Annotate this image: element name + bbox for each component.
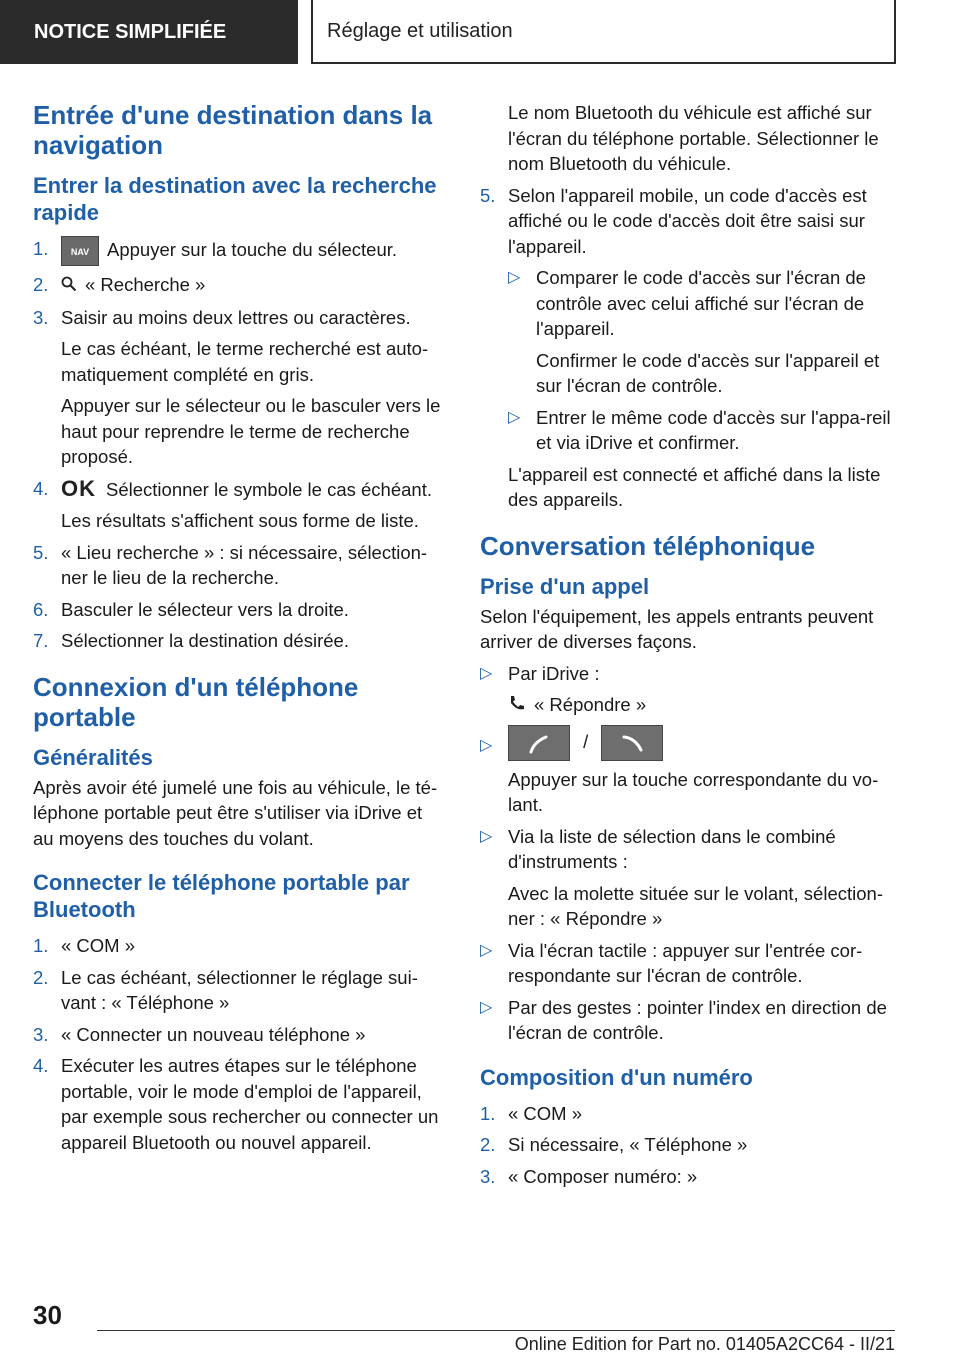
bullet-item bbox=[480, 661, 895, 687]
incoming-paragraph: Selon l'équipement, les appels entrants peuvent arriver de diverses façons. bbox=[480, 605, 874, 652]
bullet-item bbox=[480, 824, 895, 875]
list-item bbox=[480, 183, 895, 260]
heading-phone-connection: Connexion d'un téléphone portable bbox=[33, 671, 359, 732]
step-text: Selon l'appareil mobile, un code d'accès est affiché ou le code d'accès doit être saisi sur l'appareil. bbox=[508, 184, 867, 257]
step-number: 4. bbox=[33, 477, 49, 499]
footer-edition: Online Edition for Part no. 01405A2CC64 - II/21 bbox=[514, 1334, 895, 1354]
list-item bbox=[33, 1022, 445, 1048]
step-text: « Connecter un nouveau téléphone » bbox=[61, 1023, 366, 1045]
ok-icon: OK bbox=[61, 475, 96, 501]
bullet-note: Appuyer sur la touche correspondante du vo‐lant. bbox=[508, 768, 879, 816]
bullet-item bbox=[480, 938, 895, 989]
step-text: « Recherche » bbox=[85, 274, 206, 295]
bullet-triangle-icon: ▷ bbox=[480, 736, 493, 754]
step-note: Les résultats s'affichent sous forme de liste. bbox=[61, 510, 419, 532]
list-item bbox=[33, 305, 445, 331]
step-note: Appuyer sur le sélecteur ou le basculer vers le haut pour reprendre le terme de recherche proposé. bbox=[61, 395, 441, 468]
step-number: 3. bbox=[480, 1165, 496, 1187]
list-item bbox=[33, 476, 445, 503]
step-text: Sélectionner le symbole le cas échéant. bbox=[106, 478, 432, 500]
step-text: Saisir au moins deux lettres ou caractères. bbox=[61, 306, 411, 328]
heading-general: Généralités bbox=[33, 744, 153, 770]
step-text: Sélectionner la destination désirée. bbox=[61, 630, 349, 652]
bullet-note bbox=[508, 692, 895, 719]
bullet-note: Avec la molette située sur le volant, sélection‐ner : « Répondre » bbox=[508, 882, 883, 930]
step-number: 1. bbox=[33, 238, 49, 259]
bullet-item bbox=[480, 725, 895, 761]
heading-bluetooth: Connecter le téléphone portable par Bluetooth bbox=[33, 870, 410, 923]
step-note: L'appareil est connecté et affiché dans la liste des appareils. bbox=[508, 463, 881, 510]
step-text: « COM » bbox=[61, 935, 136, 957]
step-number: 2. bbox=[480, 1134, 496, 1156]
bullet-note: Confirmer le code d'accès sur l'appareil et sur l'écran de contrôle. bbox=[536, 349, 880, 396]
step-text: Appuyer sur la touche du sélecteur. bbox=[107, 238, 398, 260]
step-note: Le nom Bluetooth du véhicule est affiché sur l'écran du téléphone portable. Sélectionner le nom Bluetooth du véhicule. bbox=[508, 102, 879, 174]
bullet-triangle-icon: ▷ bbox=[508, 408, 521, 426]
list-item bbox=[33, 597, 445, 623]
heading-quick-search: Entrer la destination avec la recherche rapide bbox=[33, 173, 437, 225]
bullet-item bbox=[480, 995, 895, 1046]
bullet-triangle-icon: ▷ bbox=[508, 269, 521, 286]
phone-hangup-button-icon bbox=[601, 725, 663, 761]
list-item bbox=[480, 1101, 895, 1127]
nav-key-icon: NAV bbox=[61, 236, 99, 266]
list-item bbox=[33, 272, 445, 299]
bullet-triangle-icon: ▷ bbox=[480, 664, 493, 682]
bullet-triangle-icon: ▷ bbox=[480, 941, 493, 959]
bullet-triangle-icon: ▷ bbox=[480, 827, 493, 845]
heading-destination: Entrée d'une destination dans la navigation bbox=[33, 100, 433, 160]
bullet-text: Par des gestes : pointer l'index en direction de l'écran de contrôle. bbox=[508, 996, 887, 1044]
step-number: 5. bbox=[33, 541, 49, 563]
step-number: 1. bbox=[33, 935, 49, 957]
page-number: 30 bbox=[33, 1300, 62, 1330]
header-section-title: NOTICE SIMPLIFIÉE bbox=[0, 0, 298, 64]
bullet-text: Entrer le même code d'accès sur l'appa‐reil et via iDrive et confirmer. bbox=[536, 406, 891, 453]
step-text: « COM » bbox=[508, 1102, 583, 1124]
left-column bbox=[33, 100, 445, 1161]
phone-answer-button-icon bbox=[508, 725, 570, 761]
header-chapter-title: Réglage et utilisation bbox=[311, 0, 896, 64]
bullet-text: Comparer le code d'accès sur l'écran de contrôle avec celui affiché sur l'écran de l'appareil. bbox=[536, 267, 866, 339]
list-item bbox=[33, 1053, 445, 1155]
answer-label: « Répondre » bbox=[534, 694, 647, 715]
step-number: 2. bbox=[33, 966, 49, 988]
heading-incoming-call: Prise d'un appel bbox=[480, 573, 650, 599]
step-number: 2. bbox=[33, 274, 49, 295]
step-number: 5. bbox=[480, 184, 496, 206]
list-item bbox=[480, 1164, 895, 1190]
bullet-triangle-icon: ▷ bbox=[480, 998, 493, 1016]
bullet-item bbox=[508, 405, 895, 456]
list-item bbox=[33, 933, 445, 959]
footer-divider bbox=[97, 1330, 895, 1331]
search-icon bbox=[61, 273, 77, 299]
step-text: « Lieu recherche » : si nécessaire, sélection‐ner le lieu de la recherche. bbox=[61, 541, 428, 589]
step-text: Exécuter les autres étapes sur le téléphone portable, voir le mode d'emploi de l'appareil, par exemple sous rechercher ou connecter un appareil Bluetooth ou nouvel appareil. bbox=[61, 1055, 439, 1153]
page-header bbox=[0, 0, 960, 66]
bullet-text: Par iDrive : bbox=[508, 662, 600, 684]
list-item bbox=[33, 628, 445, 654]
step-number: 1. bbox=[480, 1102, 496, 1124]
step-number: 7. bbox=[33, 630, 49, 652]
step-text: Le cas échéant, sélectionner le réglage sui‐vant : « Téléphone » bbox=[61, 966, 418, 1014]
step-text: Si nécessaire, « Téléphone » bbox=[508, 1134, 748, 1156]
phone-icon bbox=[508, 693, 526, 719]
step-number: 4. bbox=[33, 1055, 49, 1077]
list-item bbox=[480, 1132, 895, 1158]
bullet-text: Via la liste de sélection dans le combiné d'instruments : bbox=[508, 825, 836, 873]
bullet-item bbox=[508, 265, 895, 342]
separator: / bbox=[583, 730, 589, 752]
list-item bbox=[33, 540, 445, 591]
list-item bbox=[33, 965, 445, 1016]
step-note: Le cas échéant, le terme recherché est auto‐matiquement complété en gris. bbox=[61, 338, 429, 385]
step-number: 3. bbox=[33, 1023, 49, 1045]
step-text: Basculer le sélecteur vers la droite. bbox=[61, 598, 349, 620]
list-item bbox=[33, 236, 445, 266]
step-number: 3. bbox=[33, 306, 49, 328]
heading-dial-number: Composition d'un numéro bbox=[480, 1064, 753, 1090]
heading-phone-call: Conversation téléphonique bbox=[480, 530, 816, 561]
general-paragraph: Après avoir été jumelé une fois au véhicule, le té‐léphone portable peut être s'utiliser via iDrive et au moyens des touches du volant. bbox=[33, 776, 438, 849]
step-number: 6. bbox=[33, 598, 49, 620]
step-text: « Composer numéro: » bbox=[508, 1165, 698, 1187]
bullet-text: Via l'écran tactile : appuyer sur l'entrée cor‐respondante sur l'écran de contrôle. bbox=[508, 939, 863, 987]
right-column bbox=[480, 100, 895, 1195]
